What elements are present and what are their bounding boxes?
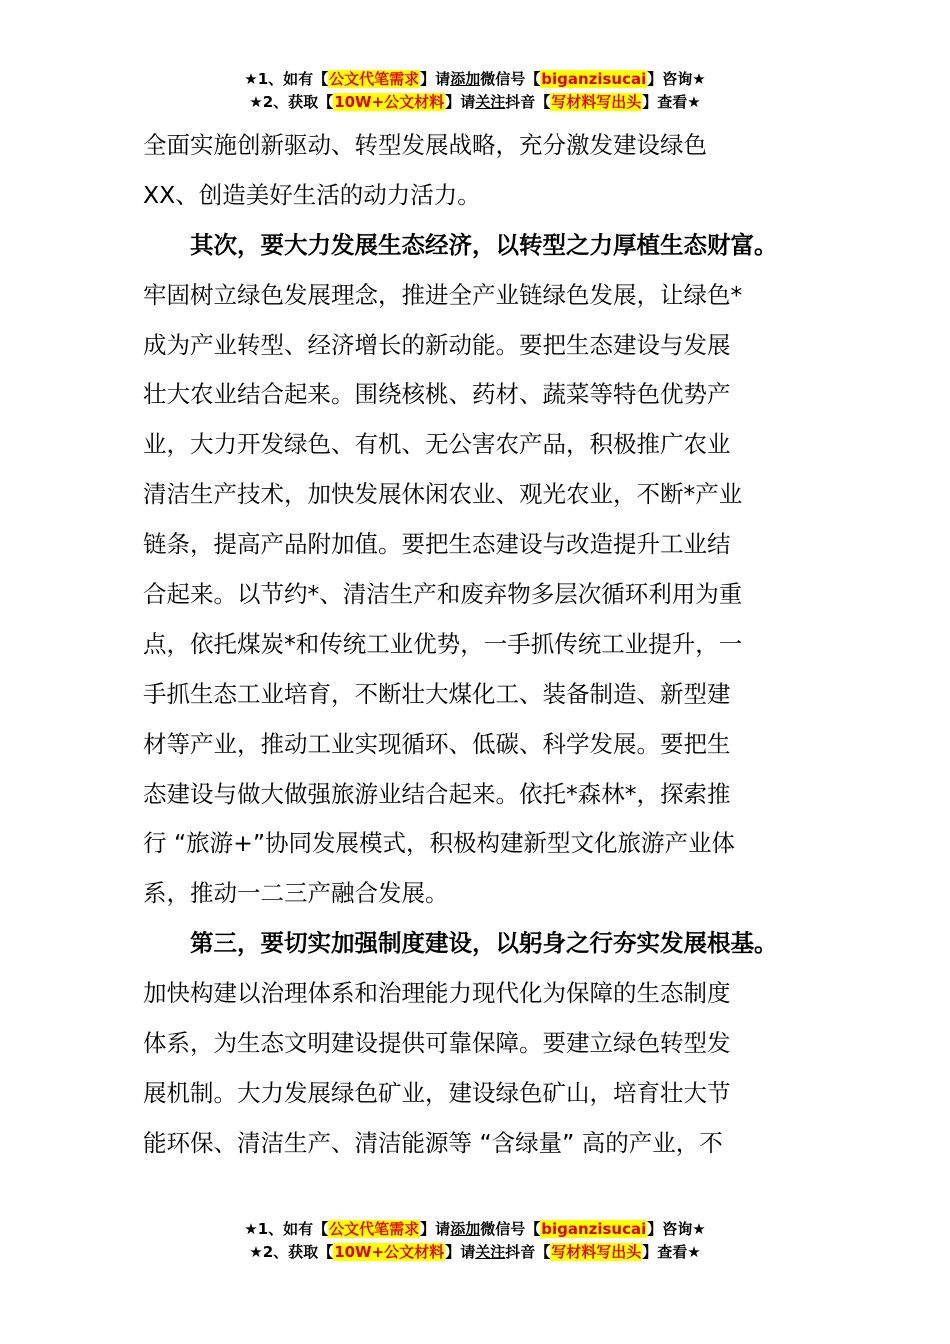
body-line: 态建设与做大做强旅游业结合起来。依托*森林*，探索推 (143, 779, 731, 808)
promo-line-2: ★2、获取【10W+公文材料】请关注抖音【写材料写出头】查看★ (249, 93, 701, 111)
body-line: 清洁生产技术，加快发展休闲农业、观光农业，不断*产业 (143, 480, 743, 509)
body-line: 能环保、清洁生产、清洁能源等 “含绿量” 高的产业，不 (143, 1128, 723, 1157)
body-line: 行 “旅游+”协同发展模式，积极构建新型文化旅游产业体 (143, 829, 736, 858)
promo-line-1: ★1、如有【公文代笔需求】请添加微信号【biganzisucai】咨询★ (244, 1220, 706, 1238)
body-line: 链条，提高产品附加值。要把生态建设与改造提升工业结 (143, 530, 731, 559)
body-line: 手抓生态工业培育，不断壮大煤化工、装备制造、新型建 (143, 679, 731, 708)
promo-line-1: ★1、如有【公文代笔需求】请添加微信号【biganzisucai】咨询★ (244, 70, 706, 88)
document-body (143, 121, 823, 1169)
body-line: 体系，为生态文明建设提供可靠保障。要建立绿色转型发 (143, 1029, 731, 1058)
body-line: 成为产业转型、经济增长的新动能。要把生态建设与发展 (143, 330, 731, 359)
highlight-wechat-id: biganzisucai (541, 1220, 647, 1238)
body-line: 牢固树立绿色发展理念，推进全产业链绿色发展，让绿色* (143, 280, 743, 309)
highlight-materials: 10W+公文材料 (334, 93, 445, 111)
body-line: 点，依托煤炭*和传统工业优势，一手抓传统工业提升，一 (143, 629, 743, 658)
body-line: 壮大农业结合起来。围绕核桃、药材、蔬菜等特色优势产 (143, 380, 731, 409)
highlight-service: 公文代笔需求 (329, 1220, 420, 1238)
highlight-materials: 10W+公文材料 (334, 1243, 445, 1261)
highlight-wechat-id: biganzisucai (541, 70, 647, 88)
body-line: 展机制。大力发展绿色矿业，建设绿色矿山，培育壮大节 (143, 1078, 731, 1107)
bottom-promo-banner (0, 1218, 950, 1264)
highlight-service: 公文代笔需求 (329, 70, 420, 88)
highlight-douyin-account: 写材料写出头 (551, 93, 642, 111)
body-line: 加快构建以治理体系和治理能力现代化为保障的生态制度 (143, 979, 731, 1008)
body-line: 系，推动一二三产融合发展。 (143, 879, 449, 908)
body-line: 材等产业，推动工业实现循环、低碳、科学发展。要把生 (143, 729, 731, 758)
body-line: XX、创造美好生活的动力活力。 (143, 180, 481, 209)
body-line: 全面实施创新驱动、转型发展战略，充分激发建设绿色 (143, 131, 707, 159)
highlight-douyin-account: 写材料写出头 (551, 1243, 642, 1261)
section-heading: 其次，要大力发展生态经济，以转型之力厚植生态财富。 (190, 230, 778, 259)
body-line: 合起来。以节约*、清洁生产和废弃物多层次循环利用为重 (143, 580, 743, 609)
top-promo-banner (0, 68, 950, 114)
body-line: 业，大力开发绿色、有机、无公害农产品，积极推广农业 (143, 430, 731, 459)
section-heading: 第三，要切实加强制度建设，以躬身之行夯实发展根基。 (190, 929, 778, 958)
promo-line-2: ★2、获取【10W+公文材料】请关注抖音【写材料写出头】查看★ (249, 1243, 701, 1261)
